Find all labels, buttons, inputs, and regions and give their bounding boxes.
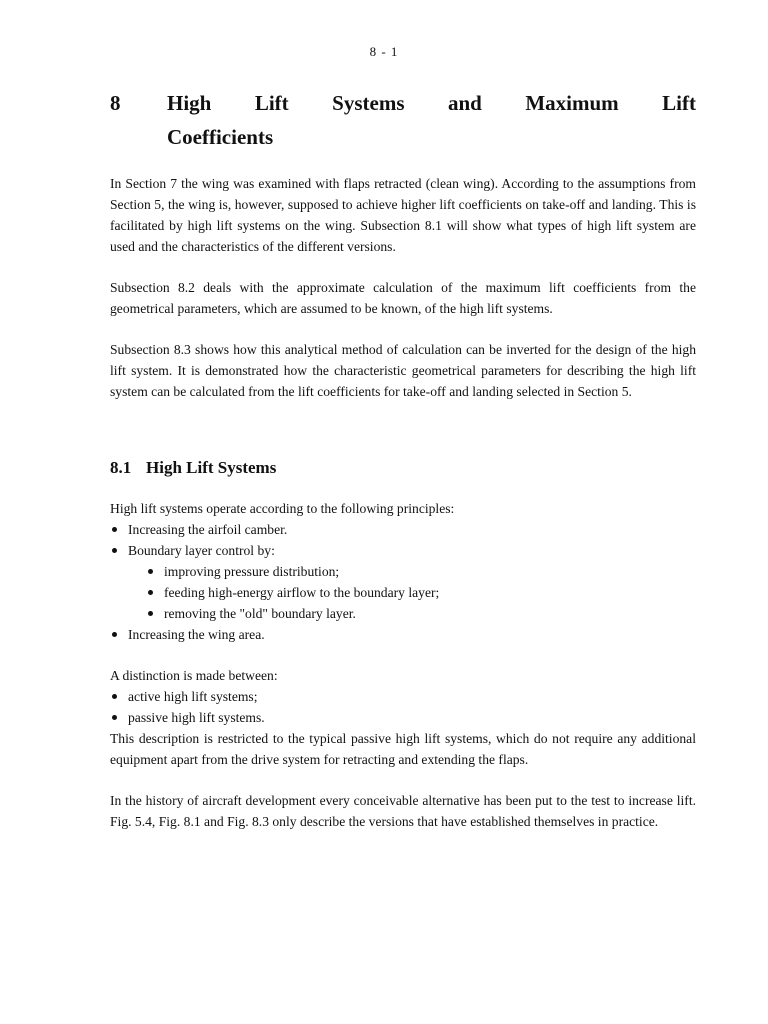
principles-list	[110, 519, 696, 645]
list-item: improving pressure distribution;	[146, 561, 696, 582]
chapter-title-line1: High Lift Systems and Maximum Lift	[167, 91, 696, 115]
section-title: High Lift Systems	[146, 458, 277, 477]
list-item: feeding high-energy airflow to the boundary layer;	[146, 582, 696, 603]
list-item: Increasing the airfoil camber.	[110, 519, 696, 540]
list-item: passive high lift systems.	[110, 707, 696, 728]
intro-paragraph-3: Subsection 8.3 shows how this analytical method of calculation can be inverted for the design of the high lift system. It is demonstrated how the characteristic geometrical parameters for describing the high lift system can be calculated from the lift coefficients for take-off and landing selected in Section 5.	[110, 342, 696, 399]
restriction-paragraph: This description is restricted to the typical passive high lift systems, which do not require any additional equipment apart from the drive system for retracting and extending the flaps.	[110, 731, 696, 767]
list-item-label: Boundary layer control by:	[128, 543, 275, 558]
section-number: 8.1	[110, 458, 132, 477]
document-body	[110, 173, 696, 832]
intro-paragraph-1: In Section 7 the wing was examined with flaps retracted (clean wing). According to the assumptions from Section 5, the wing is, however, supposed to achieve higher lift coefficients on take-off and landing. This is facilitated by high lift systems on the wing. Subsection 8.1 will show what types of high lift system are used and the characteristics of the different versions.	[110, 176, 696, 254]
chapter-title-line2: Coefficients	[167, 125, 274, 149]
list-item: active high lift systems;	[110, 686, 696, 707]
list-item: Increasing the wing area.	[110, 624, 696, 645]
principles-intro: High lift systems operate according to the following principles:	[110, 501, 455, 516]
chapter-number: 8	[110, 91, 121, 115]
section-heading	[110, 456, 696, 480]
intro-paragraph-2: Subsection 8.2 deals with the approximate calculation of the maximum lift coefficients from the geometrical parameters, which are assumed to be known, of the high lift systems.	[110, 280, 696, 316]
history-paragraph: In the history of aircraft development every conceivable alternative has been put to the test to increase lift. Fig. 5.4, Fig. 8.1 and Fig. 8.3 only describe the versions that have established themselves in practice.	[110, 793, 696, 829]
list-item: removing the "old" boundary layer.	[146, 603, 696, 624]
boundary-layer-sublist	[128, 561, 696, 624]
distinction-intro: A distinction is made between:	[110, 668, 278, 683]
list-item	[110, 540, 696, 624]
page-number: 8 - 1	[369, 44, 399, 59]
distinction-list	[110, 686, 696, 728]
